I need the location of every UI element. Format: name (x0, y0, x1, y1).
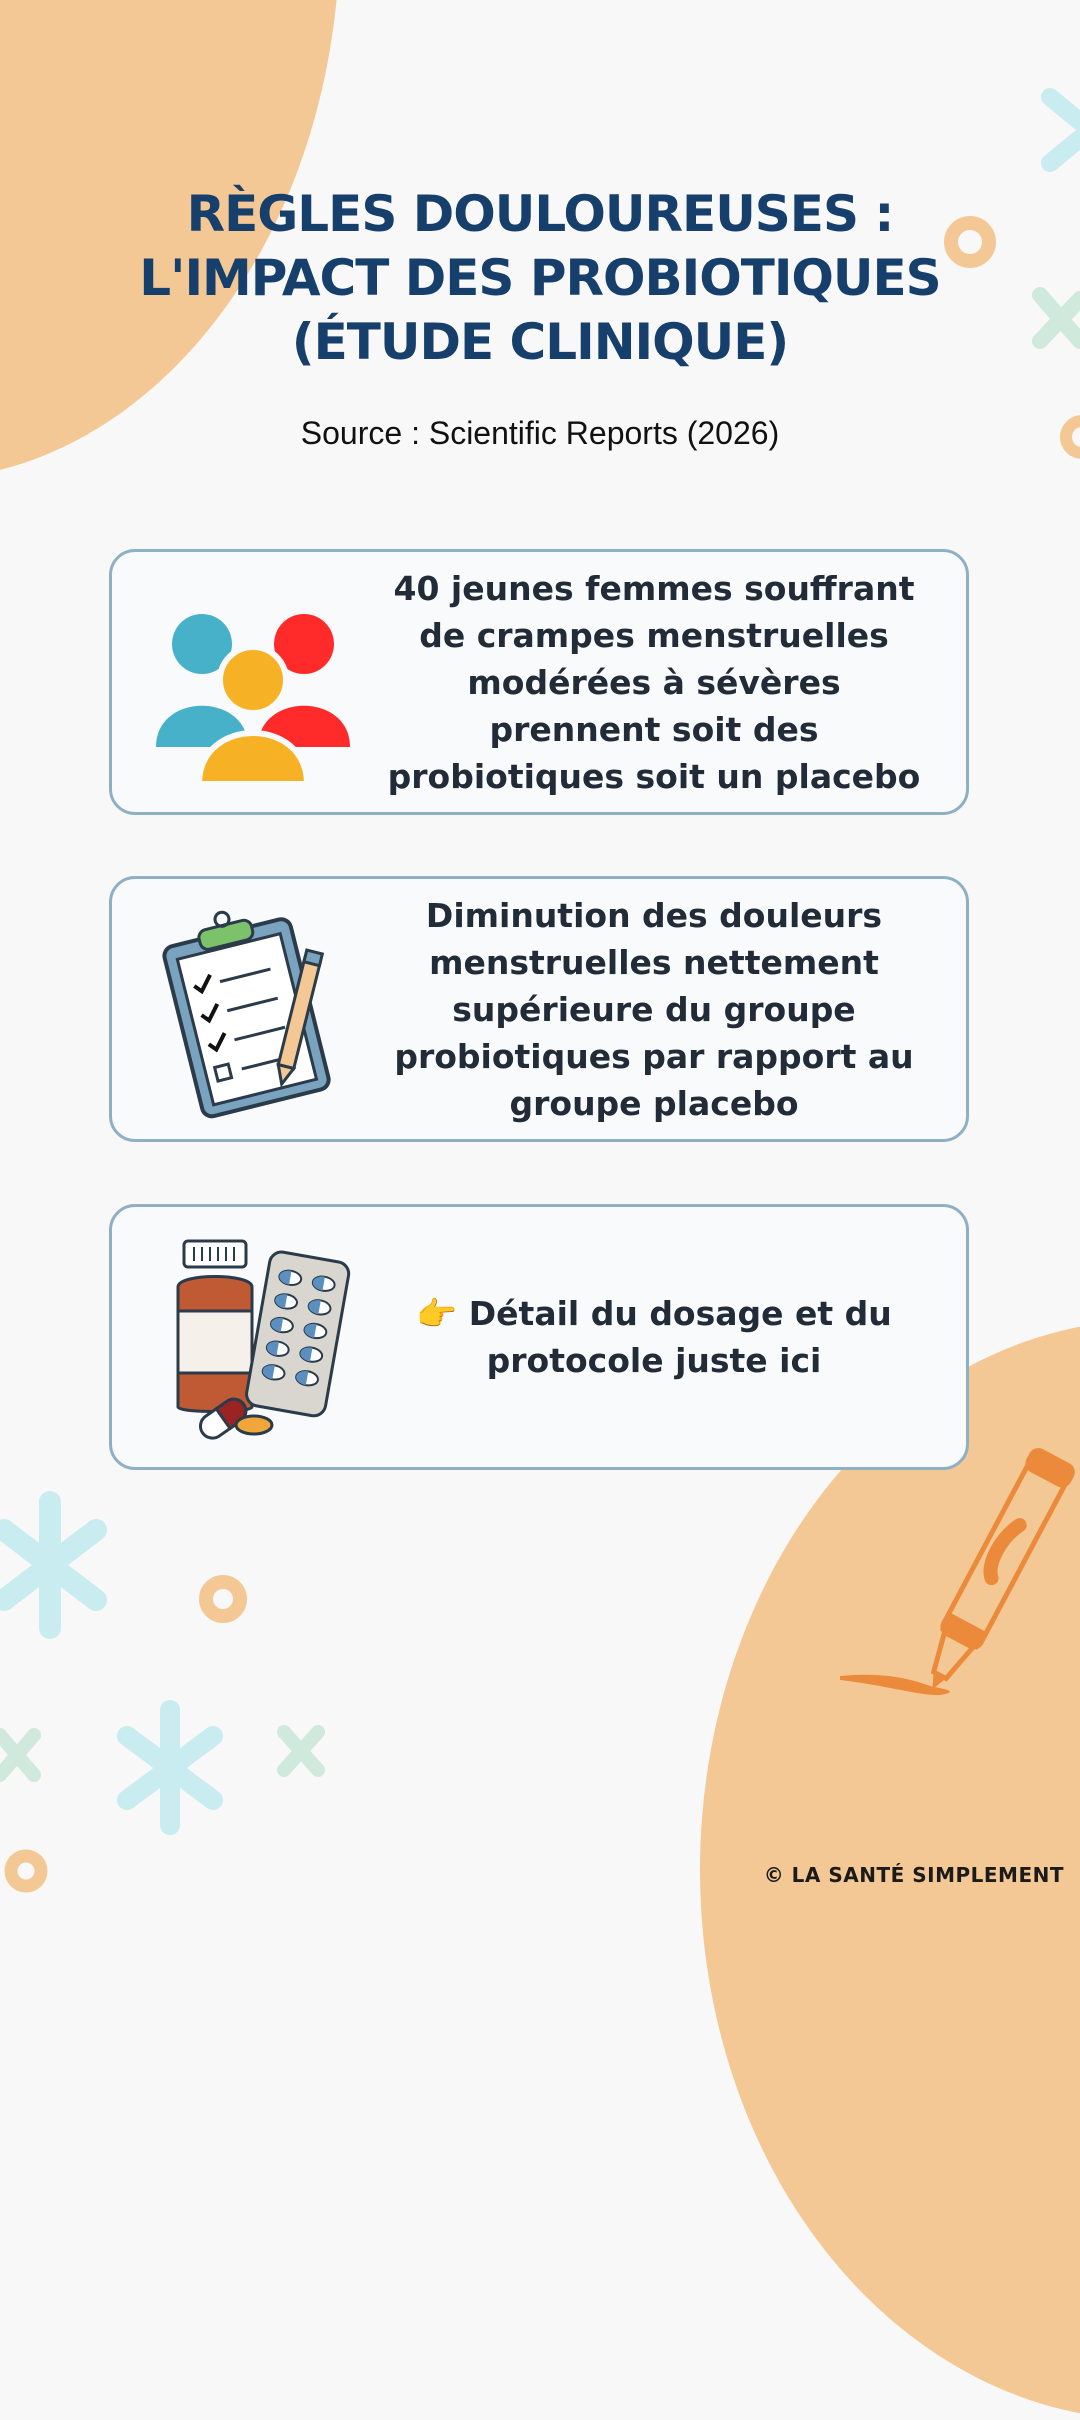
decor-asterisk-blue-bottom (115, 1700, 225, 1835)
clipboard-checklist-icon (142, 899, 362, 1119)
decor-ring-orange-bottom-left (196, 1572, 250, 1626)
card-text: 40 jeunes femmes souffrant de crampes menstruelles modérées à sévères prennent soit des probiotiques soit un placebo (387, 568, 921, 796)
title-line-3: (ÉTUDE CLINIQUE) (291, 313, 789, 371)
card-text: Diminution des douleurs menstruelles nettement supérieure du groupe probiotiques par rapport au groupe placebo (394, 895, 914, 1123)
marker-pen-icon (830, 1440, 1080, 1710)
info-card-dosage-link[interactable] (109, 1204, 969, 1470)
decor-ring-orange-corner (2, 1846, 52, 1896)
people-group-icon (142, 572, 362, 792)
decor-asterisk-blue-left (0, 1490, 110, 1640)
info-card-results (109, 876, 969, 1142)
decor-cross-blue-top-right (1040, 85, 1080, 175)
decor-cross-green-bottom (274, 1722, 328, 1780)
card-text: 👉 Détail du dosage et du protocole juste ici (416, 1294, 892, 1380)
info-card-participants (109, 549, 969, 815)
title-line-2: L'IMPACT DES PROBIOTIQUES (139, 249, 941, 307)
medicine-pills-icon (142, 1227, 362, 1447)
page-title (0, 182, 1080, 374)
decor-cross-green-bottom-left (0, 1725, 46, 1785)
source-citation: Source : Scientific Reports (2026) (300, 415, 780, 451)
title-line-1: RÈGLES DOULOUREUSES : (186, 185, 894, 243)
copyright-footer: © LA SANTÉ SIMPLEMENT (763, 1863, 1064, 1887)
